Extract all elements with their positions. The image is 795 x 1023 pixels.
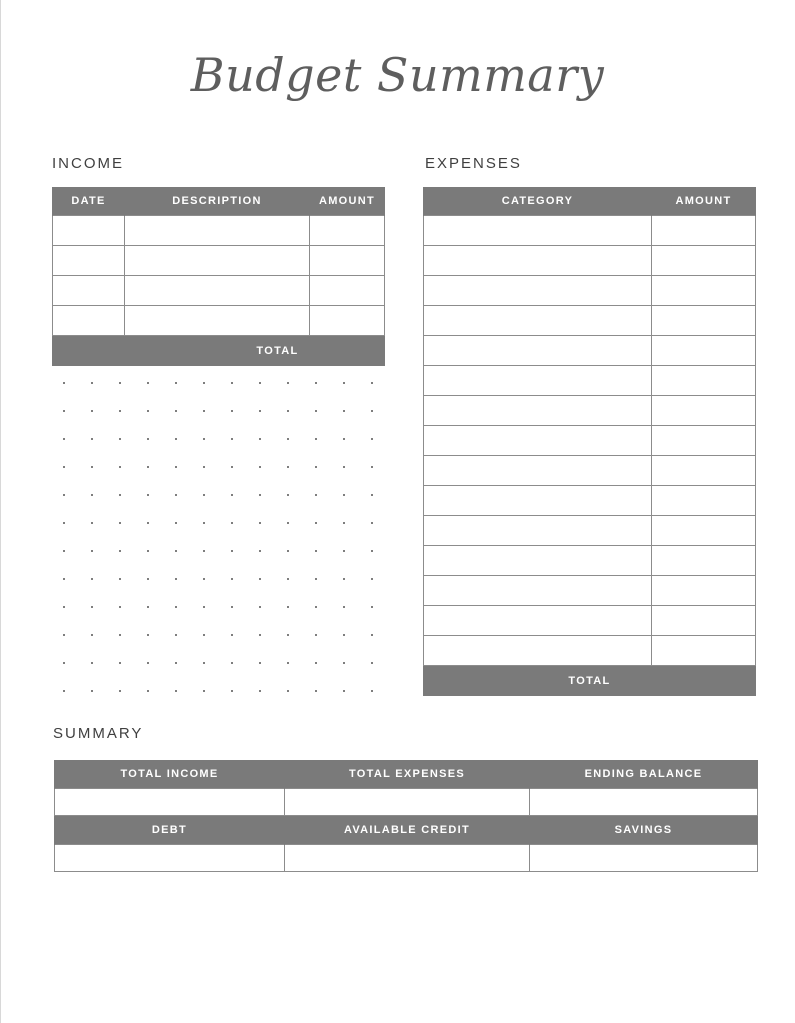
grid-dot bbox=[203, 690, 205, 692]
grid-dot bbox=[343, 550, 345, 552]
summary-header-available-credit: AVAILABLE CREDIT bbox=[285, 816, 530, 845]
expense-category-cell[interactable] bbox=[424, 516, 652, 546]
grid-dot bbox=[371, 466, 373, 468]
grid-dot bbox=[203, 550, 205, 552]
grid-dot bbox=[63, 494, 65, 496]
income-section-label: INCOME bbox=[52, 155, 124, 172]
summary-header-row-1 bbox=[55, 760, 758, 789]
grid-dot bbox=[371, 382, 373, 384]
grid-dot bbox=[63, 606, 65, 608]
grid-dot bbox=[175, 662, 177, 664]
expenses-header-amount: AMOUNT bbox=[652, 187, 756, 216]
grid-dot bbox=[203, 634, 205, 636]
income-description-cell[interactable] bbox=[125, 276, 310, 306]
savings-cell[interactable] bbox=[530, 845, 758, 872]
income-description-cell[interactable] bbox=[125, 306, 310, 336]
page-edge bbox=[0, 0, 1, 1023]
grid-dot bbox=[203, 522, 205, 524]
income-table bbox=[52, 187, 385, 366]
grid-dot bbox=[231, 606, 233, 608]
grid-dot bbox=[91, 494, 93, 496]
expenses-row bbox=[424, 576, 756, 606]
grid-dot bbox=[315, 550, 317, 552]
grid-dot bbox=[287, 634, 289, 636]
grid-dot bbox=[287, 606, 289, 608]
grid-dot bbox=[343, 690, 345, 692]
expense-category-cell[interactable] bbox=[424, 426, 652, 456]
grid-dot bbox=[231, 494, 233, 496]
expense-amount-cell[interactable] bbox=[652, 276, 756, 306]
grid-dot bbox=[175, 494, 177, 496]
grid-dot bbox=[147, 662, 149, 664]
grid-dot bbox=[231, 522, 233, 524]
grid-dot bbox=[147, 578, 149, 580]
grid-dot bbox=[91, 466, 93, 468]
grid-dot bbox=[287, 662, 289, 664]
grid-dot bbox=[343, 494, 345, 496]
summary-table bbox=[54, 760, 758, 872]
expense-category-cell[interactable] bbox=[424, 306, 652, 336]
expense-amount-cell[interactable] bbox=[652, 456, 756, 486]
income-total-label: TOTAL bbox=[53, 336, 385, 366]
income-header-row bbox=[53, 187, 385, 216]
income-row bbox=[53, 276, 385, 306]
grid-dot bbox=[175, 522, 177, 524]
expense-category-cell[interactable] bbox=[424, 246, 652, 276]
expenses-row bbox=[424, 306, 756, 336]
grid-dot bbox=[203, 438, 205, 440]
grid-dot bbox=[259, 606, 261, 608]
income-date-cell[interactable] bbox=[53, 216, 125, 246]
dot-grid-notes-area bbox=[52, 374, 384, 704]
grid-dot bbox=[63, 634, 65, 636]
grid-dot bbox=[147, 382, 149, 384]
grid-dot bbox=[287, 438, 289, 440]
summary-value-row-1 bbox=[55, 789, 758, 816]
grid-dot bbox=[91, 634, 93, 636]
grid-dot bbox=[343, 662, 345, 664]
expense-amount-cell[interactable] bbox=[652, 546, 756, 576]
grid-dot bbox=[315, 662, 317, 664]
grid-dot bbox=[371, 634, 373, 636]
grid-dot bbox=[259, 438, 261, 440]
expenses-row bbox=[424, 546, 756, 576]
grid-dot bbox=[343, 410, 345, 412]
grid-dot bbox=[287, 690, 289, 692]
income-header-amount: AMOUNT bbox=[310, 187, 385, 216]
grid-dot bbox=[203, 410, 205, 412]
expense-amount-cell[interactable] bbox=[652, 396, 756, 426]
income-date-cell[interactable] bbox=[53, 246, 125, 276]
grid-dot bbox=[147, 438, 149, 440]
expense-amount-cell[interactable] bbox=[652, 576, 756, 606]
expense-amount-cell[interactable] bbox=[652, 636, 756, 666]
expenses-row bbox=[424, 486, 756, 516]
income-date-cell[interactable] bbox=[53, 276, 125, 306]
grid-dot bbox=[147, 634, 149, 636]
expense-category-cell[interactable] bbox=[424, 396, 652, 426]
summary-value-row-2 bbox=[55, 845, 758, 872]
grid-dot bbox=[119, 550, 121, 552]
grid-dot bbox=[203, 578, 205, 580]
summary-header-total-income: TOTAL INCOME bbox=[55, 760, 285, 789]
grid-dot bbox=[315, 578, 317, 580]
expense-category-cell[interactable] bbox=[424, 336, 652, 366]
grid-dot bbox=[259, 494, 261, 496]
grid-dot bbox=[91, 578, 93, 580]
debt-cell[interactable] bbox=[55, 845, 285, 872]
grid-dot bbox=[91, 606, 93, 608]
expenses-header-row bbox=[424, 187, 756, 216]
income-total-row bbox=[53, 336, 385, 366]
grid-dot bbox=[259, 578, 261, 580]
income-row bbox=[53, 246, 385, 276]
grid-dot bbox=[203, 382, 205, 384]
grid-dot bbox=[287, 578, 289, 580]
grid-dot bbox=[175, 382, 177, 384]
grid-dot bbox=[147, 550, 149, 552]
expense-category-cell[interactable] bbox=[424, 276, 652, 306]
grid-dot bbox=[63, 550, 65, 552]
expenses-row bbox=[424, 606, 756, 636]
expense-category-cell[interactable] bbox=[424, 486, 652, 516]
expense-category-cell[interactable] bbox=[424, 606, 652, 636]
expense-category-cell[interactable] bbox=[424, 546, 652, 576]
grid-dot bbox=[315, 382, 317, 384]
grid-dot bbox=[119, 410, 121, 412]
grid-dot bbox=[259, 382, 261, 384]
grid-dot bbox=[63, 690, 65, 692]
expense-amount-cell[interactable] bbox=[652, 336, 756, 366]
expenses-row bbox=[424, 276, 756, 306]
grid-dot bbox=[119, 690, 121, 692]
grid-dot bbox=[203, 466, 205, 468]
grid-dot bbox=[371, 690, 373, 692]
grid-dot bbox=[119, 662, 121, 664]
grid-dot bbox=[343, 606, 345, 608]
grid-dot bbox=[343, 438, 345, 440]
grid-dot bbox=[119, 606, 121, 608]
grid-dot bbox=[343, 382, 345, 384]
grid-dot bbox=[63, 578, 65, 580]
grid-dot bbox=[315, 438, 317, 440]
grid-dot bbox=[343, 466, 345, 468]
grid-dot bbox=[371, 410, 373, 412]
income-header-date: DATE bbox=[53, 187, 125, 216]
grid-dot bbox=[175, 634, 177, 636]
grid-dot bbox=[371, 578, 373, 580]
income-amount-cell[interactable] bbox=[310, 306, 385, 336]
grid-dot bbox=[259, 634, 261, 636]
grid-dot bbox=[147, 606, 149, 608]
grid-dot bbox=[259, 690, 261, 692]
grid-dot bbox=[63, 522, 65, 524]
grid-dot bbox=[175, 438, 177, 440]
income-description-cell[interactable] bbox=[125, 246, 310, 276]
grid-dot bbox=[315, 634, 317, 636]
expense-amount-cell[interactable] bbox=[652, 426, 756, 456]
expense-amount-cell[interactable] bbox=[652, 366, 756, 396]
income-description-cell[interactable] bbox=[125, 216, 310, 246]
grid-dot bbox=[231, 690, 233, 692]
grid-dot bbox=[371, 522, 373, 524]
expense-category-cell[interactable] bbox=[424, 576, 652, 606]
grid-dot bbox=[231, 466, 233, 468]
expenses-row bbox=[424, 336, 756, 366]
grid-dot bbox=[259, 550, 261, 552]
grid-dot bbox=[287, 550, 289, 552]
grid-dot bbox=[91, 382, 93, 384]
grid-dot bbox=[119, 438, 121, 440]
summary-section-label: SUMMARY bbox=[53, 725, 144, 742]
grid-dot bbox=[63, 410, 65, 412]
expenses-table bbox=[423, 187, 756, 696]
grid-dot bbox=[315, 494, 317, 496]
summary-header-debt: DEBT bbox=[55, 816, 285, 845]
grid-dot bbox=[175, 410, 177, 412]
grid-dot bbox=[91, 550, 93, 552]
expenses-row bbox=[424, 396, 756, 426]
grid-dot bbox=[175, 578, 177, 580]
expenses-row bbox=[424, 516, 756, 546]
expenses-total-row bbox=[424, 666, 756, 696]
grid-dot bbox=[175, 690, 177, 692]
expense-amount-cell[interactable] bbox=[652, 606, 756, 636]
grid-dot bbox=[175, 606, 177, 608]
available-credit-cell[interactable] bbox=[285, 845, 530, 872]
grid-dot bbox=[371, 438, 373, 440]
expenses-row bbox=[424, 216, 756, 246]
grid-dot bbox=[287, 382, 289, 384]
grid-dot bbox=[343, 522, 345, 524]
grid-dot bbox=[119, 634, 121, 636]
grid-dot bbox=[231, 662, 233, 664]
grid-dot bbox=[287, 466, 289, 468]
grid-dot bbox=[231, 382, 233, 384]
grid-dot bbox=[119, 466, 121, 468]
expenses-row bbox=[424, 456, 756, 486]
grid-dot bbox=[91, 690, 93, 692]
grid-dot bbox=[91, 410, 93, 412]
summary-header-savings: SAVINGS bbox=[530, 816, 758, 845]
expense-category-cell[interactable] bbox=[424, 216, 652, 246]
grid-dot bbox=[203, 662, 205, 664]
expense-amount-cell[interactable] bbox=[652, 486, 756, 516]
grid-dot bbox=[259, 410, 261, 412]
grid-dot bbox=[147, 466, 149, 468]
grid-dot bbox=[371, 662, 373, 664]
grid-dot bbox=[287, 494, 289, 496]
expense-amount-cell[interactable] bbox=[652, 306, 756, 336]
grid-dot bbox=[371, 494, 373, 496]
grid-dot bbox=[63, 466, 65, 468]
grid-dot bbox=[63, 438, 65, 440]
expense-category-cell[interactable] bbox=[424, 456, 652, 486]
grid-dot bbox=[203, 494, 205, 496]
income-row bbox=[53, 306, 385, 336]
expenses-row bbox=[424, 366, 756, 396]
page-title: Budget Summary bbox=[190, 48, 605, 102]
expense-amount-cell[interactable] bbox=[652, 516, 756, 546]
grid-dot bbox=[315, 690, 317, 692]
grid-dot bbox=[63, 382, 65, 384]
grid-dot bbox=[287, 522, 289, 524]
income-header-description: DESCRIPTION bbox=[125, 187, 310, 216]
grid-dot bbox=[119, 578, 121, 580]
summary-header-total-expenses: TOTAL EXPENSES bbox=[285, 760, 530, 789]
income-row bbox=[53, 216, 385, 246]
grid-dot bbox=[287, 410, 289, 412]
grid-dot bbox=[231, 410, 233, 412]
income-date-cell[interactable] bbox=[53, 306, 125, 336]
grid-dot bbox=[175, 550, 177, 552]
grid-dot bbox=[147, 410, 149, 412]
expense-category-cell[interactable] bbox=[424, 636, 652, 666]
grid-dot bbox=[315, 466, 317, 468]
grid-dot bbox=[119, 382, 121, 384]
expenses-total-label: TOTAL bbox=[424, 666, 756, 696]
grid-dot bbox=[231, 438, 233, 440]
grid-dot bbox=[91, 662, 93, 664]
grid-dot bbox=[315, 522, 317, 524]
grid-dot bbox=[175, 466, 177, 468]
expenses-row bbox=[424, 426, 756, 456]
grid-dot bbox=[119, 494, 121, 496]
expense-amount-cell[interactable] bbox=[652, 216, 756, 246]
grid-dot bbox=[315, 606, 317, 608]
expenses-body bbox=[424, 216, 756, 696]
grid-dot bbox=[371, 550, 373, 552]
total-income-cell[interactable] bbox=[55, 789, 285, 816]
expenses-row bbox=[424, 246, 756, 276]
income-amount-cell[interactable] bbox=[310, 216, 385, 246]
ending-balance-cell[interactable] bbox=[530, 789, 758, 816]
grid-dot bbox=[371, 606, 373, 608]
expenses-row bbox=[424, 636, 756, 666]
grid-dot bbox=[203, 606, 205, 608]
grid-dot bbox=[315, 410, 317, 412]
expense-category-cell[interactable] bbox=[424, 366, 652, 396]
grid-dot bbox=[343, 578, 345, 580]
grid-dot bbox=[63, 662, 65, 664]
summary-header-ending-balance: ENDING BALANCE bbox=[530, 760, 758, 789]
summary-header-row-2 bbox=[55, 816, 758, 845]
grid-dot bbox=[147, 522, 149, 524]
expenses-header-category: CATEGORY bbox=[424, 187, 652, 216]
grid-dot bbox=[91, 438, 93, 440]
total-expenses-cell[interactable] bbox=[285, 789, 530, 816]
expenses-section-label: EXPENSES bbox=[425, 155, 522, 172]
grid-dot bbox=[91, 522, 93, 524]
income-amount-cell[interactable] bbox=[310, 246, 385, 276]
expense-amount-cell[interactable] bbox=[652, 246, 756, 276]
grid-dot bbox=[147, 690, 149, 692]
grid-dot bbox=[259, 466, 261, 468]
grid-dot bbox=[231, 550, 233, 552]
grid-dot bbox=[343, 634, 345, 636]
grid-dot bbox=[259, 522, 261, 524]
income-amount-cell[interactable] bbox=[310, 276, 385, 306]
grid-dot bbox=[119, 522, 121, 524]
grid-dot bbox=[147, 494, 149, 496]
grid-dot bbox=[231, 578, 233, 580]
grid-dot bbox=[231, 634, 233, 636]
grid-dot bbox=[259, 662, 261, 664]
